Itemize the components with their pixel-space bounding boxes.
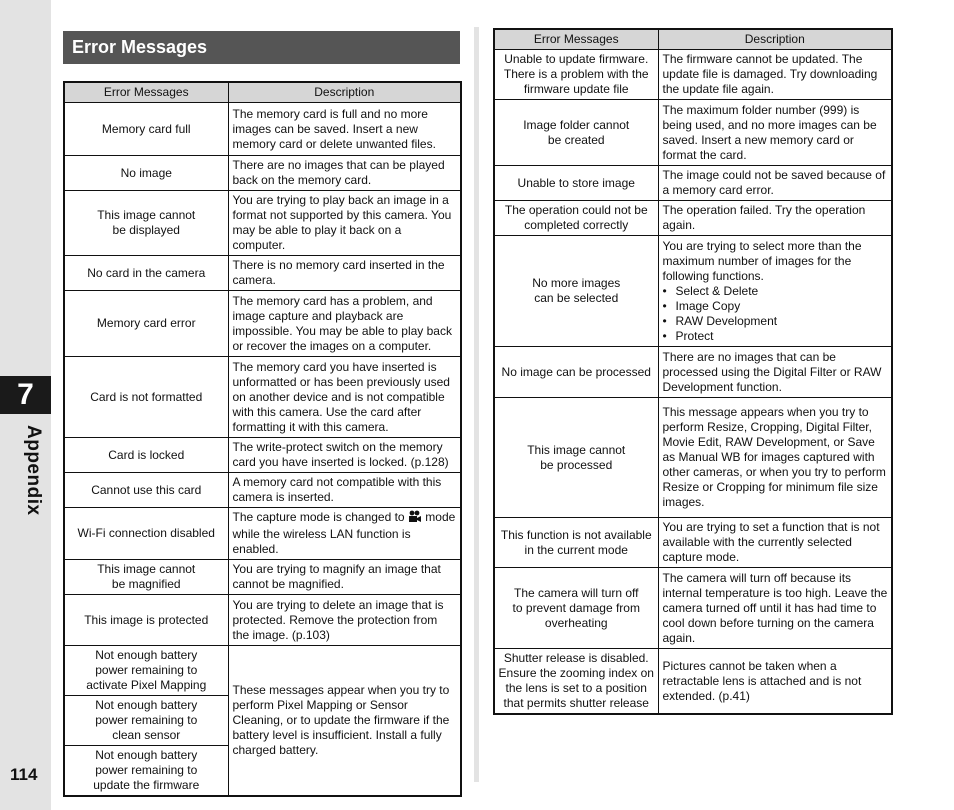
error-message-cell (64, 291, 228, 357)
description-text: The memory card is full and no more images can be saved. Insert a new memory card or delete unwanted files. (232, 106, 436, 151)
error-message-text: be processed (540, 457, 613, 472)
error-message-cell (64, 560, 228, 595)
description-cell (658, 50, 892, 100)
description-cell (658, 518, 892, 568)
error-message-text: Cannot use this card (91, 482, 202, 497)
error-message-text: completed correctly (524, 218, 629, 232)
error-message-text: firmware update file (523, 82, 629, 96)
header-description: Description (658, 29, 892, 50)
error-message-cell (494, 201, 658, 236)
error-message-text: No image (120, 165, 172, 180)
error-message-text: be magnified (111, 577, 181, 591)
description-cell (228, 595, 461, 646)
error-message-text: to prevent damage from (512, 600, 640, 615)
error-message-text: Memory card full (101, 121, 191, 136)
table-row (494, 100, 892, 166)
description-text: The memory card you have inserted is unformatted or has been previously used on another device and is not compatible with this camera. Use the card after formatting it with this camera. (232, 359, 450, 434)
description-text: There is no memory card inserted in the camera. (232, 258, 445, 287)
table-row (494, 166, 892, 201)
error-message-text: No card in the camera (87, 265, 206, 280)
description-cell (658, 568, 892, 649)
description-text: This message appears when you try to perform Resize, Cropping, Digital Filter, Movie Edit, RAW Development, or Save as Manual WB for images captured with other cameras, or when you try to perform Resize or Cropping for minimum file size images. (662, 405, 886, 509)
description-text: There are no images that can be processed using the Digital Filter or RAW Development function. (662, 349, 882, 394)
error-message-text: The camera will turn off (514, 585, 639, 600)
table-row (494, 398, 892, 518)
error-message-text: This image cannot (97, 562, 196, 576)
error-message-text: update the firmware (93, 778, 200, 792)
description-cell (228, 191, 461, 256)
table-row (64, 595, 461, 646)
description-text: You are trying to magnify an image that cannot be magnified. (232, 562, 441, 591)
error-message-cell (64, 696, 228, 746)
table-header-row (64, 82, 461, 103)
error-message-text: Card is locked (108, 447, 185, 462)
table-row (494, 201, 892, 236)
function-list-item: • Select & Delete (663, 284, 889, 299)
error-message-cell (64, 473, 228, 508)
error-message-text: No image can be processed (501, 364, 651, 379)
description-text: The maximum folder number (999) is being used, and no more images can be saved. Insert a new memory card or format the card. (662, 102, 877, 162)
description-text: The operation failed. Try the operation again. (662, 203, 866, 232)
error-message-text: Shutter release is disabled. (503, 651, 649, 665)
chapter-label-container (8, 425, 48, 545)
header-error-messages: Error Messages (64, 82, 228, 103)
error-message-text: power remaining to (95, 663, 198, 677)
movie-camera-icon (408, 510, 422, 527)
table-row (64, 646, 461, 696)
description-cell (658, 236, 892, 347)
error-message-text: power remaining to (95, 713, 198, 727)
error-message-text: This function is not available (500, 527, 652, 542)
section-title: Error Messages (63, 31, 460, 64)
table-row (494, 568, 892, 649)
error-message-text: Wi-Fi connection disabled (77, 526, 215, 540)
description-cell (228, 473, 461, 508)
error-message-text: activate Pixel Mapping (86, 678, 207, 692)
description-text: You are trying to select more than the maximum number of images for the following functions. (662, 238, 862, 283)
table-row (64, 438, 461, 473)
description-text: You are trying to delete an image that is protected. Remove the protection from the image. (p.103) (232, 597, 444, 642)
description-text: The image could not be saved because of a memory card error. (662, 168, 886, 197)
error-message-text: This image is protected (84, 612, 209, 627)
error-message-text: This image cannot (97, 208, 196, 222)
table-row (64, 156, 461, 191)
table-row (494, 347, 892, 398)
error-message-cell (64, 508, 228, 560)
description-text: The write-protect switch on the memory card you have inserted is locked. (p.128) (232, 440, 449, 469)
description-cell (228, 560, 461, 595)
error-messages-table-left (63, 81, 462, 797)
description-cell (228, 438, 461, 473)
table-row (64, 256, 461, 291)
error-message-text: Not enough battery (95, 648, 198, 662)
description-text: The capture mode is changed to (232, 510, 405, 524)
chapter-number: 7 (0, 376, 51, 414)
error-message-text: be displayed (112, 223, 180, 237)
table-row (64, 291, 461, 357)
error-message-cell (64, 103, 228, 156)
function-list-item: • RAW Development (663, 314, 889, 329)
error-message-cell (64, 646, 228, 696)
error-message-text: This image cannot (527, 442, 626, 457)
description-cell (658, 398, 892, 518)
error-message-cell (64, 357, 228, 438)
description-text: You are trying to play back an image in a format not supported by this camera. You may be able to play it back on a computer. (232, 193, 452, 252)
column-divider (474, 27, 479, 782)
error-message-cell (494, 518, 658, 568)
function-list-item: • Protect (663, 329, 889, 344)
error-message-text: Image folder cannot (523, 117, 630, 132)
error-message-cell (64, 595, 228, 646)
description-cell (658, 347, 892, 398)
header-description: Description (228, 82, 461, 103)
error-message-cell (64, 191, 228, 256)
table-row (494, 649, 892, 715)
error-message-text: Not enough battery (95, 698, 198, 712)
function-list-item: • Image Copy (663, 299, 889, 314)
description-cell (228, 103, 461, 156)
page-number: 114 (10, 765, 38, 784)
table-row (64, 191, 461, 256)
description-cell (658, 100, 892, 166)
error-message-text: the lens is set to a position (505, 681, 647, 695)
description-text: Pictures cannot be taken when a retractable lens is attached and is not extended. (p.41) (662, 658, 862, 703)
error-message-text: No more images (532, 276, 621, 290)
description-text: You are trying to set a function that is not available with the currently selected capture mode. (662, 520, 880, 564)
table-row (64, 560, 461, 595)
error-message-text: Ensure the zooming index on (498, 666, 654, 680)
error-message-cell (64, 438, 228, 473)
error-message-cell (494, 100, 658, 166)
header-error-messages: Error Messages (494, 29, 658, 50)
table-header-row (494, 29, 892, 50)
description-text: There are no images that can be played back on the memory card. (232, 158, 445, 187)
error-message-cell (64, 156, 228, 191)
error-message-text: that permits shutter release (503, 696, 649, 710)
description-text: The camera will turn off because its internal temperature is too high. Leave the camera turned off until it has had time to cool down before turning on the camera again. (662, 570, 888, 645)
table-row (494, 236, 892, 347)
error-message-text: be created (547, 132, 605, 147)
error-message-text: clean sensor (112, 728, 181, 742)
error-message-text: overheating (544, 615, 608, 630)
description-cell (228, 357, 461, 438)
description-cell (228, 291, 461, 357)
error-message-cell (64, 746, 228, 797)
error-message-text: There is a problem with the (503, 67, 649, 81)
table-row (64, 508, 461, 560)
description-text: The firmware cannot be updated. The update file is damaged. Try downloading the update file again. (662, 52, 878, 96)
description-cell (228, 508, 461, 560)
description-cell (228, 256, 461, 291)
description-cell (658, 166, 892, 201)
error-message-text: The operation could not be (504, 203, 648, 217)
error-message-text: Memory card error (96, 316, 196, 330)
description-text: The memory card has a problem, and image capture and playback are impossible. You may be able to play back or recover the images on a computer. (232, 293, 452, 353)
table-row (494, 518, 892, 568)
error-message-text: power remaining to (95, 763, 198, 777)
description-text: mode while the wireless LAN function is enabled. (232, 510, 456, 556)
description-cell (228, 156, 461, 191)
function-list (663, 284, 889, 344)
error-message-text: Unable to store image (517, 175, 635, 190)
error-message-cell (494, 236, 658, 347)
error-message-cell (494, 398, 658, 518)
error-messages-table-right (493, 28, 893, 715)
description-cell (228, 646, 461, 797)
error-message-cell (494, 166, 658, 201)
error-message-text: in the current mode (524, 542, 628, 557)
description-cell (658, 649, 892, 715)
error-message-cell (494, 50, 658, 100)
error-message-cell (494, 347, 658, 398)
description-cell (658, 201, 892, 236)
table-row (494, 50, 892, 100)
error-message-cell (64, 256, 228, 291)
error-message-text: can be selected (534, 291, 619, 305)
chapter-label: Appendix (23, 425, 44, 516)
error-message-cell (494, 649, 658, 715)
error-message-cell (494, 568, 658, 649)
description-text: These messages appear when you try to perform Pixel Mapping or Sensor Cleaning, or to update the firmware if the battery level is insufficient. Install a fully charged battery. (232, 683, 450, 757)
error-message-text: Not enough battery (95, 748, 198, 762)
description-text: A memory card not compatible with this camera is inserted. (232, 475, 442, 504)
error-message-text: Unable to update firmware. (504, 52, 649, 66)
table-row (64, 357, 461, 438)
table-row (64, 103, 461, 156)
error-message-text: Card is not formatted (90, 389, 203, 404)
table-row (64, 473, 461, 508)
